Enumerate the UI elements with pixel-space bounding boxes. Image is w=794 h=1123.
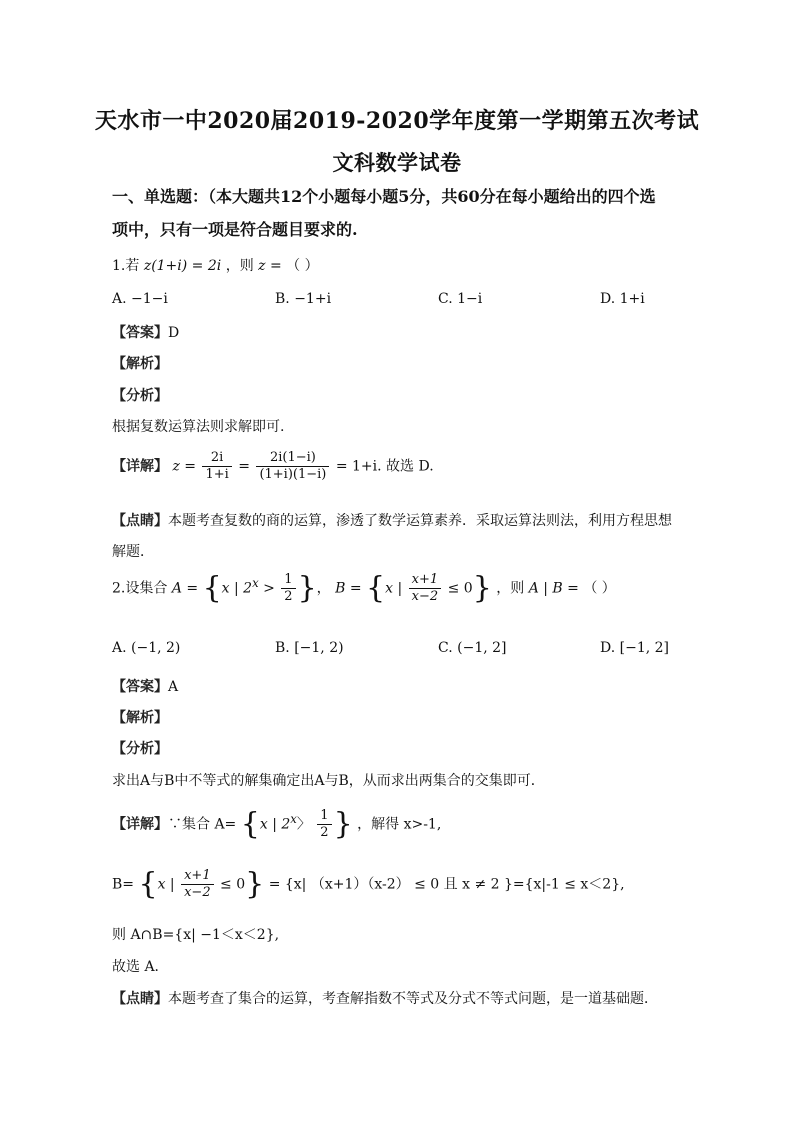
q2-b-fraction: $\frac{x+1}{x-2}$ [409,572,442,605]
page-title: 天水市一中2020届2019-2020学年度第一学期第五次考试 [94,108,700,134]
q2-detail-line2: B= {x | $\frac{x+1}{x-2}$ ≤ 0} = {x| （x+1）（x-2） ≤ 0 且 x ≠ 2 }={x|-1 ≤ x＜2}, [112,866,625,902]
q2-option-c: C. (−1, 2] [438,640,507,656]
section-heading-line2: 项中，只有一项是符合题目要求的. [112,220,358,239]
q1-comment: 【点睛】本题考查复数的商的运算，渗透了数学运算素养．采取运算法则法，利用方程思想 [112,513,672,529]
q1-answer: 【答案】D [112,325,180,341]
q2-option-d: D. [−1, 2] [600,640,670,656]
q2-detail-half: $\frac{1}{2}$ [317,808,331,841]
q1-fenxi-text: 根据复数运算法则求解即可. [112,419,285,435]
q1-detail: 【详解】 z = $\frac{2i}{1+i}$ = $\frac{2i(1-i)}{(1+i)(1-i)}$ = 1+i. 故选 D. [112,450,434,482]
q2-fenxi-text: 求出A与B中不等式的解集确定出A与B，从而求出两集合的交集即可． [112,773,545,789]
q2-detail-fraction: $\frac{x+1}{x-2}$ [181,868,214,901]
q2-answer: 【答案】A [112,679,179,695]
q1-comment-line2: 解题． [112,544,154,560]
q1-option-c: C. 1−i [438,291,483,307]
page-subtitle: 文科数学试卷 [332,150,462,175]
q1-option-a: A. −1−i [112,291,168,307]
q1-option-d: D. 1+i [600,291,645,307]
q1-jiexi: 【解析】 [112,356,168,372]
q2-half-fraction: $\frac{1}{2}$ [281,572,295,605]
q2-fenxi: 【分析】 [112,741,168,757]
q1-stem-math: z(1+i) = 2i [143,258,222,274]
q2-comment: 【点睛】本题考查了集合的运算，考查解指数不等式及分式不等式问题，是一道基础题． [112,991,658,1007]
q2-option-a: A. (−1, 2) [112,640,181,656]
q2-stem: 2.设集合 A = {x | 2$^x$ > $\frac{1}{2}$ }， B = {x | $\frac{x+1}{x-2}$ ≤ 0} ，则 A | B = （ ） [112,570,616,606]
q1-fenxi: 【分析】 [112,388,168,404]
q2-detail-line4: 故选 A． [112,959,169,975]
q1-option-b: B. −1+i [275,291,332,307]
q1-stem: 1.若 z(1+i) = 2i ，则 z = （ ） [112,258,319,274]
q1-fraction-1: $\frac{2i}{1+i}$ [202,450,231,483]
q2-jiexi: 【解析】 [112,710,168,726]
q2-detail-line1: 【详解】∵集合 A= {x | 2$^x$〉 $\frac{1}{2}$ } ，解得 x>-1, [112,806,442,842]
q2-detail-line3: 则 A∩B={x| −1＜x＜2}, [112,927,280,943]
section-heading-line1: 一、单选题：（本大题共12个小题每小题5分，共60分在每小题给出的四个选 [112,187,656,206]
q1-fraction-2: $\frac{2i(1-i)}{(1+i)(1-i)}$ [256,450,329,483]
q2-option-b: B. [−1, 2) [275,640,344,656]
